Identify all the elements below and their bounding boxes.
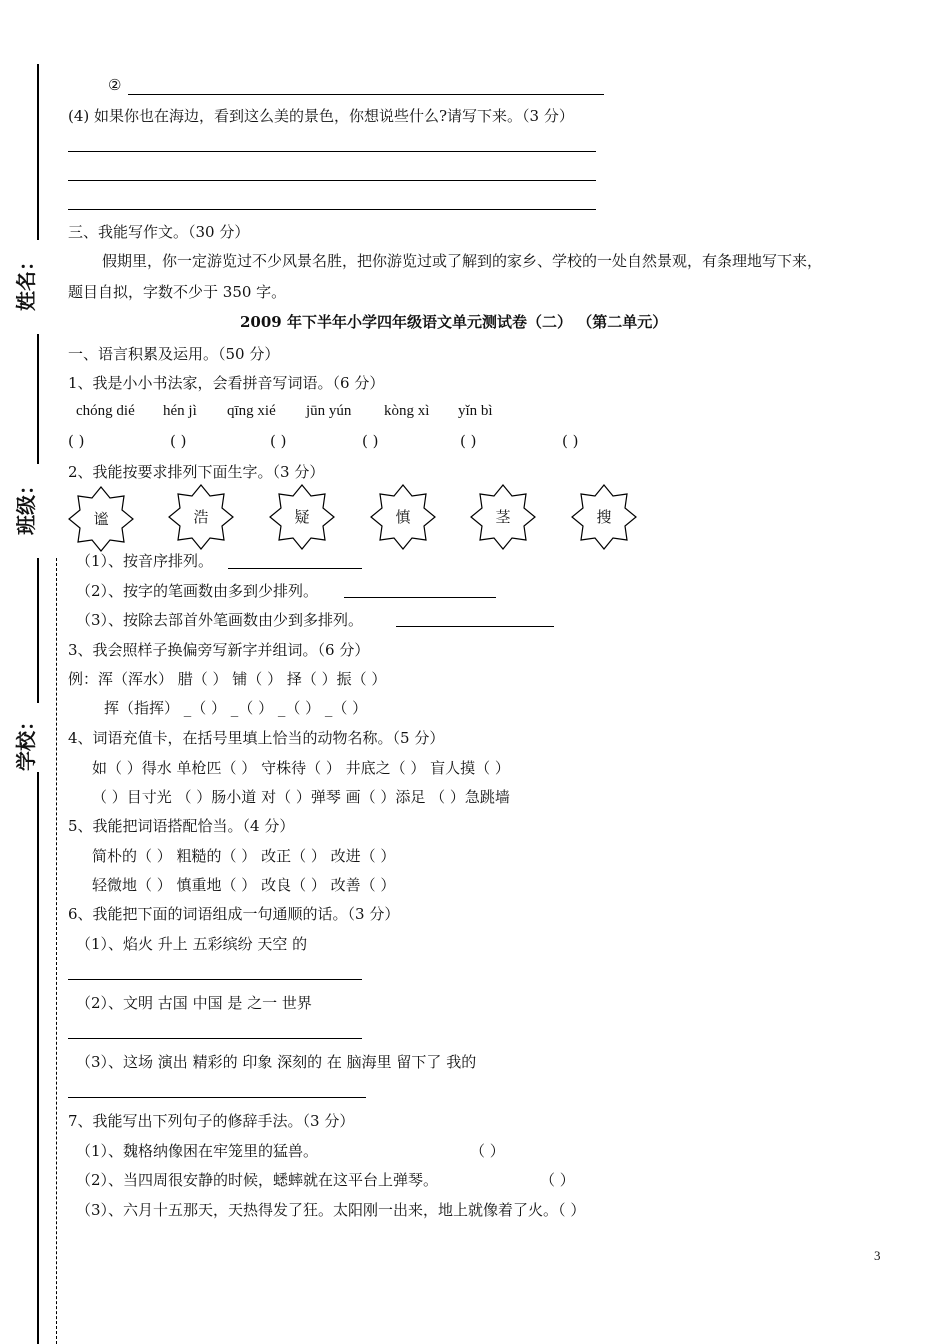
q4-row-1: 如（ ）得水 单枪匹（ ） 守株待（ ） 井底之（ ） 盲人摸（ ） (92, 759, 510, 777)
pinyin-item: jūn yún (306, 403, 352, 419)
school-line-lower (37, 772, 39, 1344)
answer-blank[interactable]: ( ) (170, 432, 187, 450)
star-character (168, 484, 234, 550)
star-char-text: 慎 (395, 508, 411, 526)
answer-blank[interactable]: ( ) (562, 432, 579, 450)
q6-text: 6、我能把下面的词语组成一句通顺的话。（3 分） (68, 905, 400, 923)
q7-1-text: （1）、魏格纳像困在牢笼里的猛兽。 (76, 1142, 319, 1160)
q7-2-text: （2）、当四周很安静的时候，蟋蟀就在这平台上弹琴。 (76, 1171, 439, 1189)
star-char-text: 茎 (495, 508, 511, 526)
name-label: 姓名： (14, 251, 38, 311)
pinyin-item: chóng dié (76, 403, 135, 419)
pinyin-item: kòng xì (384, 403, 430, 419)
class-line (37, 334, 39, 464)
q7-3-text: （3）、六月十五那天，天热得发了狂。太阳刚一出来，地上就像着了火。（ ） (76, 1201, 586, 1219)
q6-1-words: （1）、焰火 升上 五彩缤纷 天空 的 (76, 935, 308, 953)
answer-blank[interactable]: （ ） (540, 1171, 575, 1189)
q1-text: 1、我是小小书法家，会看拼音写词语。（6 分） (68, 374, 385, 392)
answer-line[interactable] (68, 180, 596, 181)
answer-line[interactable] (68, 979, 362, 980)
pinyin-item: yǐn bì (458, 403, 493, 419)
composition-prompt: 假期里，你一定游览过不少风景名胜，把你游览过或了解到的家乡、学校的一处自然景观，有条理地写下来， (102, 252, 823, 270)
question-4-text: (4) 如果你也在海边，看到这么美的景色，你想说些什么?请写下来。（3 分） (68, 107, 574, 125)
answer-line[interactable] (68, 1097, 366, 1098)
name-line (37, 64, 39, 240)
page-number: 3 (874, 1248, 881, 1263)
binding-strip (0, 0, 60, 1344)
item-2-marker: ② (108, 76, 122, 94)
q2-2-text: （2）、按字的笔画数由多到少排列。 (76, 582, 319, 600)
star-character (370, 484, 436, 550)
star-character (269, 484, 335, 550)
q2-text: 2、我能按要求排列下面生字。（3 分） (68, 463, 325, 481)
exam-title: 2009 年下半年小学四年级语文单元测试卷（二） （第二单元） (240, 313, 668, 331)
star-char-text: 疑 (294, 508, 310, 526)
school-label: 学校： (14, 711, 38, 771)
answer-blank[interactable]: ( ) (460, 432, 477, 450)
star-character (470, 484, 536, 550)
answer-line[interactable] (228, 568, 362, 569)
answer-line[interactable] (68, 151, 596, 152)
class-label: 班级： (14, 475, 38, 535)
q2-1-text: （1）、按音序排列。 (76, 552, 214, 570)
composition-prompt-cont: 题目自拟，字数不少于 350 字。 (68, 283, 287, 301)
star-character (68, 486, 134, 552)
q3-example-row: 例：浑（浑水） 腊（ ） 铺（ ） 择（ ）振（ ） (68, 670, 387, 688)
answer-line[interactable] (68, 1038, 362, 1039)
section-1-heading: 一、语言积累及运用。（50 分） (68, 345, 280, 363)
q4-row-2: （ ）目寸光 （ ）肠小道 对（ ）弹琴 画（ ）添足 （ ）急跳墙 (92, 788, 510, 806)
star-char-text: 搜 (596, 508, 612, 526)
star-character (571, 484, 637, 550)
star-char-text: 浩 (193, 508, 209, 526)
q5-row-2: 轻微地（ ） 慎重地（ ） 改良（ ） 改善（ ） (92, 876, 396, 894)
answer-line[interactable] (128, 94, 604, 95)
q3-answer-row: 挥（指挥） _（ ） _（ ） _（ ） _（ ） (104, 699, 368, 717)
q2-3-text: （3）、按除去部首外笔画数由少到多排列。 (76, 611, 364, 629)
answer-line[interactable] (344, 597, 496, 598)
answer-blank[interactable]: ( ) (270, 432, 287, 450)
answer-blank[interactable]: （ ） (470, 1142, 505, 1160)
q6-2-words: （2）、文明 古国 中国 是 之一 世界 (76, 994, 312, 1012)
star-char-text: 谧 (93, 510, 109, 528)
answer-line[interactable] (68, 209, 596, 210)
composition-heading: 三、我能写作文。（30 分） (68, 223, 250, 241)
school-line (37, 558, 39, 703)
answer-line[interactable] (396, 626, 554, 627)
answer-blank[interactable]: ( ) (68, 432, 85, 450)
q3-text: 3、我会照样子换偏旁写新字并组词。（6 分） (68, 641, 370, 659)
q4-text: 4、词语充值卡，在括号里填上恰当的动物名称。（5 分） (68, 729, 445, 747)
cut-line (56, 558, 57, 1344)
q7-text: 7、我能写出下列句子的修辞手法。（3 分） (68, 1112, 355, 1130)
pinyin-item: qīng xié (227, 403, 276, 419)
q5-row-1: 简朴的（ ） 粗糙的（ ） 改正（ ） 改进（ ） (92, 847, 396, 865)
pinyin-item: hén jì (163, 403, 197, 419)
q5-text: 5、我能把词语搭配恰当。（4 分） (68, 817, 295, 835)
q6-3-words: （3）、这场 演出 精彩的 印象 深刻的 在 脑海里 留下了 我的 (76, 1053, 477, 1071)
answer-blank[interactable]: ( ) (362, 432, 379, 450)
